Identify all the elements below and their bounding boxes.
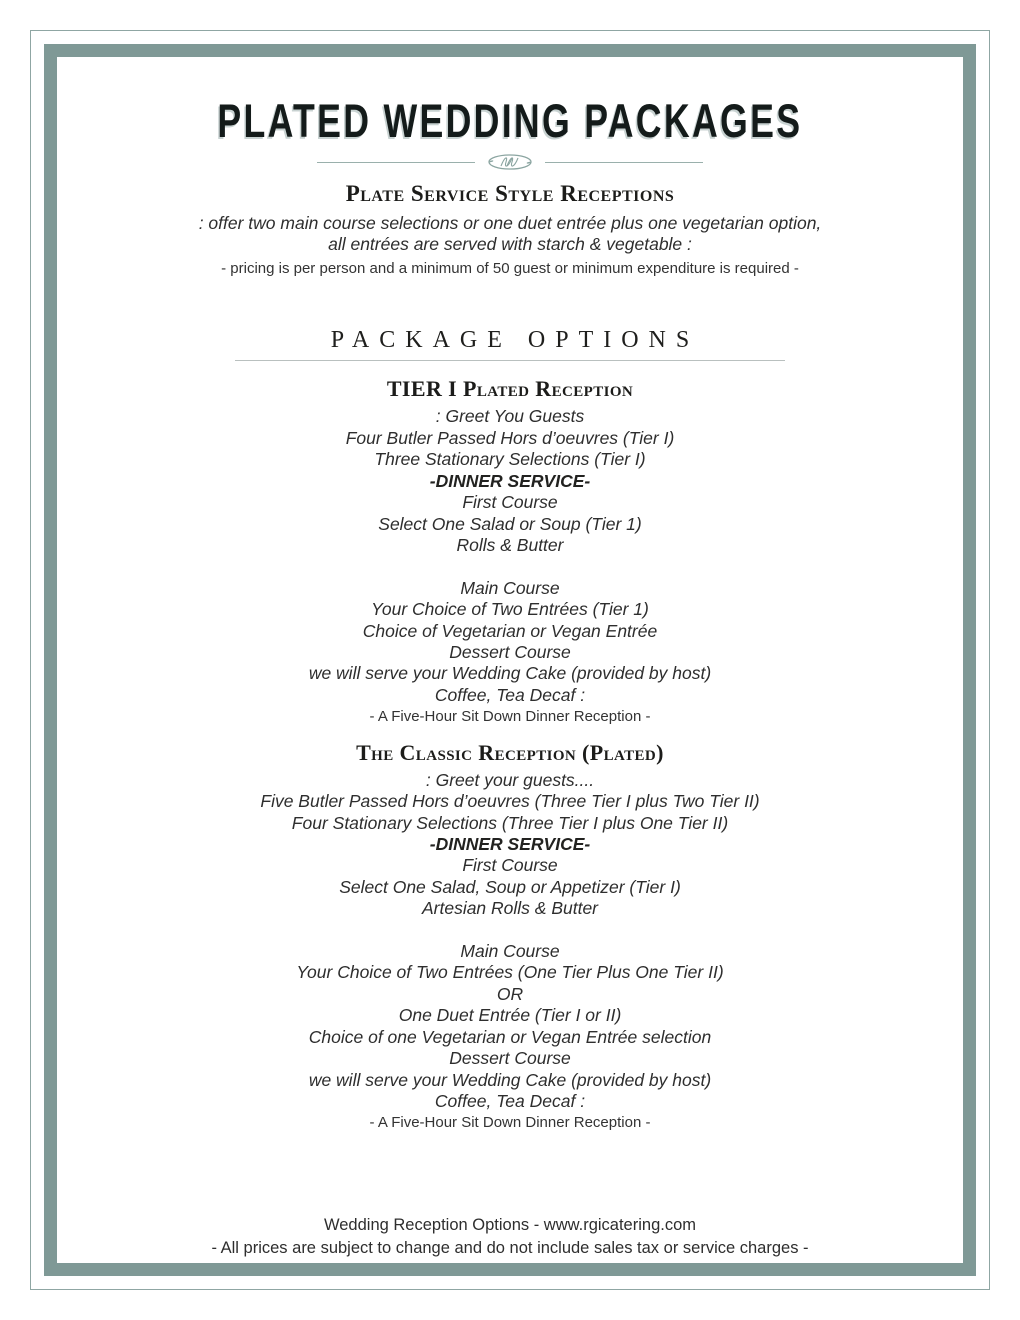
footer-website-line: Wedding Reception Options - www.rgicatering.com xyxy=(323,1216,697,1234)
calligraphic-swirl-icon xyxy=(475,152,545,172)
menu-line: Rolls & Butter xyxy=(456,534,564,555)
menu-line: we will serve your Wedding Cake (provided by host) xyxy=(308,663,712,684)
menu-line: : Greet You Guests xyxy=(435,406,585,427)
menu-line: Coffee, Tea Decaf : xyxy=(434,684,586,705)
page-footer xyxy=(58,1214,962,1259)
section-heading-tier-one: TIER I Plated Reception xyxy=(386,376,634,402)
page-title xyxy=(58,96,962,145)
menu-line: One Duet Entrée (Tier I or II) xyxy=(398,1005,622,1026)
menu-line: Select One Salad or Soup (Tier 1) xyxy=(378,513,642,534)
section-lines-classic xyxy=(58,770,962,1134)
page-title-text: PLATED WEDDING PACKAGES xyxy=(217,94,803,147)
menu-line: Artesian Rolls & Butter xyxy=(421,898,599,919)
intro-heading: Plate Service Style Receptions xyxy=(345,181,675,207)
menu-content xyxy=(58,58,962,1262)
footer-disclaimer-line: - All prices are subject to change and do not include sales tax or service charges - xyxy=(211,1238,809,1257)
menu-line: -DINNER SERVICE- xyxy=(429,470,591,491)
menu-line: Four Stationary Selections (Three Tier I plus One Tier II) xyxy=(291,812,729,833)
package-options-heading: PACKAGE OPTIONS xyxy=(235,327,785,361)
menu-line: Your Choice of Two Entrées (Tier 1) xyxy=(371,599,649,620)
intro-line: : offer two main course selections or one duet entrée plus one vegetarian option, xyxy=(198,212,822,233)
menu-line: - A Five-Hour Sit Down Dinner Reception - xyxy=(369,1114,651,1132)
menu-line: Four Butler Passed Hors d’oeuvres (Tier I) xyxy=(345,427,675,448)
menu-line xyxy=(58,920,962,941)
menu-line xyxy=(58,556,962,577)
menu-line: - A Five-Hour Sit Down Dinner Reception - xyxy=(369,708,651,726)
menu-line: Your Choice of Two Entrées (One Tier Plus One Tier II) xyxy=(296,962,724,983)
menu-line: : Greet your guests.... xyxy=(425,769,595,790)
section-lines-tier-one xyxy=(58,406,962,727)
menu-line: Main Course xyxy=(460,577,560,598)
menu-line: First Course xyxy=(462,492,558,513)
intro-line: all entrées are served with starch & vegetable : xyxy=(328,234,692,255)
menu-line: Select One Salad, Soup or Appetizer (Tier I) xyxy=(339,876,681,897)
menu-line: Choice of Vegetarian or Vegan Entrée xyxy=(362,620,658,641)
menu-line: Dessert Course xyxy=(449,1048,571,1069)
menu-line: Dessert Course xyxy=(449,641,571,662)
menu-line: -DINNER SERVICE- xyxy=(429,834,591,855)
decorative-divider xyxy=(58,152,962,172)
menu-line: First Course xyxy=(462,855,558,876)
menu-line: Coffee, Tea Decaf : xyxy=(434,1090,586,1111)
divider-line-right xyxy=(545,162,703,163)
intro-note: - pricing is per person and a minimum of 50 guest or minimum expenditure is required - xyxy=(221,259,799,277)
menu-line: Three Stationary Selections (Tier I) xyxy=(374,449,646,470)
menu-line: we will serve your Wedding Cake (provided by host) xyxy=(308,1069,712,1090)
section-heading-classic: The Classic Reception (Plated) xyxy=(356,739,664,765)
menu-line: OR xyxy=(496,983,524,1004)
divider-line-left xyxy=(317,162,475,163)
menu-line: Main Course xyxy=(460,941,560,962)
menu-line: Choice of one Vegetarian or Vegan Entrée selection xyxy=(308,1026,712,1047)
menu-line: Five Butler Passed Hors d’oeuvres (Three Tier I plus Two Tier II) xyxy=(260,791,760,812)
